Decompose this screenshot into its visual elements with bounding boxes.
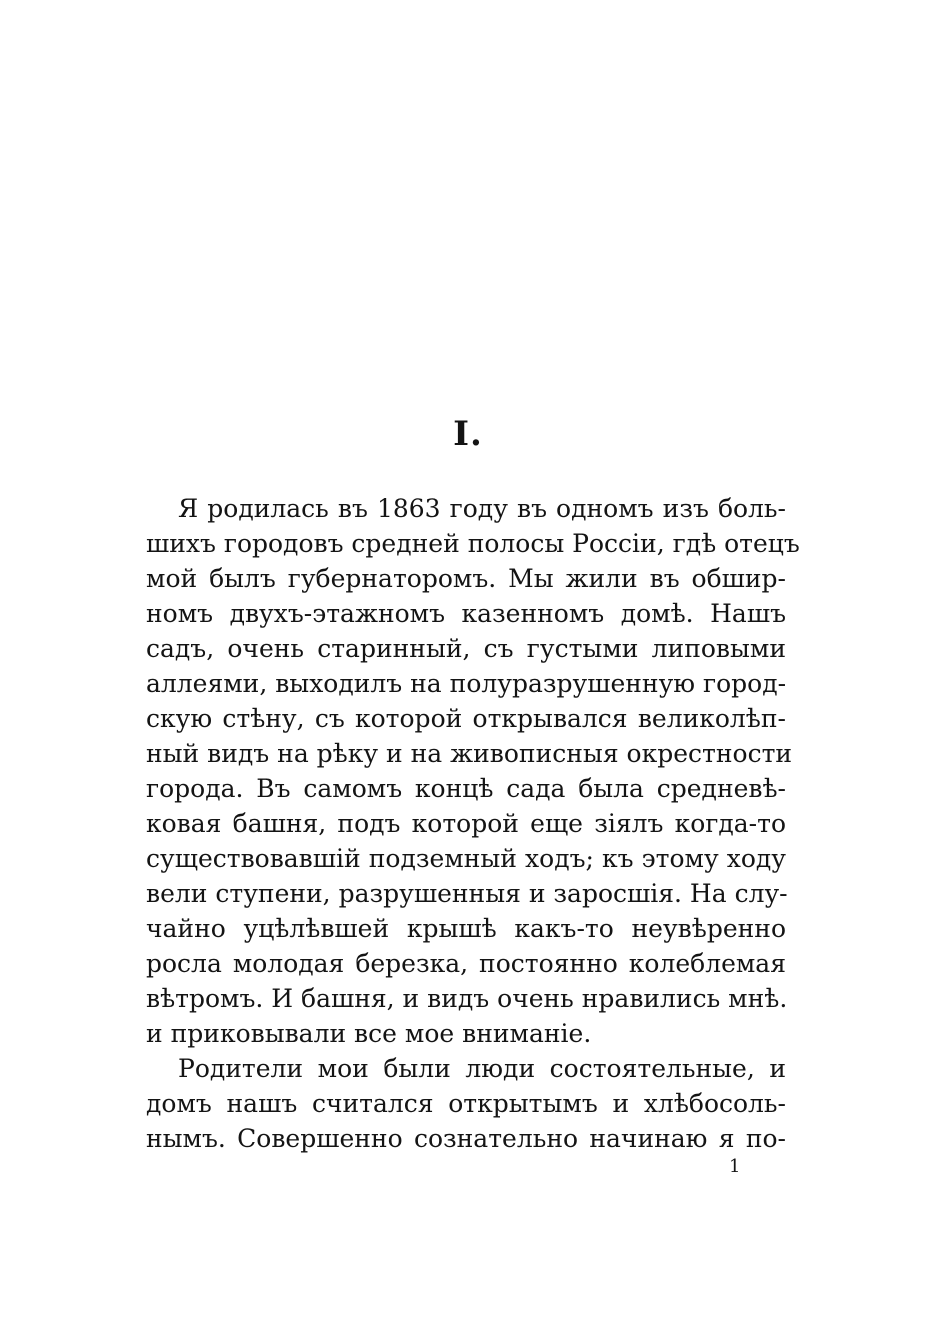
text-line: нымъ. Совершенно сознательно начинаю я по- [146, 1124, 786, 1153]
text-line: аллеями, выходилъ на полуразрушенную город- [146, 669, 787, 698]
text-line: росла молодая березка, постоянно колеблемая [146, 949, 786, 978]
text-line: садъ, очень старинный, съ густыми липовыми [146, 634, 786, 663]
text-line: вѣтромъ. И башня, и видъ очень нравились мнѣ. [146, 984, 788, 1013]
text-line: существовавшій подземный ходъ; къ этому ходу [146, 844, 786, 873]
text-line: и приковывали все мое вниманіе. [146, 1019, 592, 1048]
text-line: номъ двухъ-этажномъ казенномъ домѣ. Нашъ [146, 599, 786, 628]
text-line: скую стѣну, съ которой открывался великолѣп- [146, 704, 786, 733]
text-line: домъ нашъ считался открытымъ и хлѣбосоль- [146, 1089, 786, 1118]
text-line: города. Въ самомъ концѣ сада была средневѣ- [146, 774, 786, 803]
text-line: ковая башня, подъ которой еще зіялъ когда-то [146, 809, 786, 838]
text-line: шихъ городовъ средней полосы Россіи, гдѣ отецъ [146, 529, 800, 558]
text-line: мой былъ губернаторомъ. Мы жили въ обшир- [146, 564, 786, 593]
chapter-heading: I. [453, 414, 483, 454]
text-line: Я родилась въ 1863 году въ одномъ изъ боль- [178, 494, 786, 523]
text-line: ный видъ на рѣку и на живописныя окрестности [146, 739, 793, 768]
text-line: чайно уцѣлѣвшей крышѣ какъ-то неувѣренно [146, 914, 786, 943]
page-number: 1 [729, 1156, 741, 1177]
text-line: Родители мои были люди состоятельные, и [178, 1054, 786, 1083]
text-line: вели ступени, разрушенныя и заросшія. На слу- [146, 879, 788, 908]
